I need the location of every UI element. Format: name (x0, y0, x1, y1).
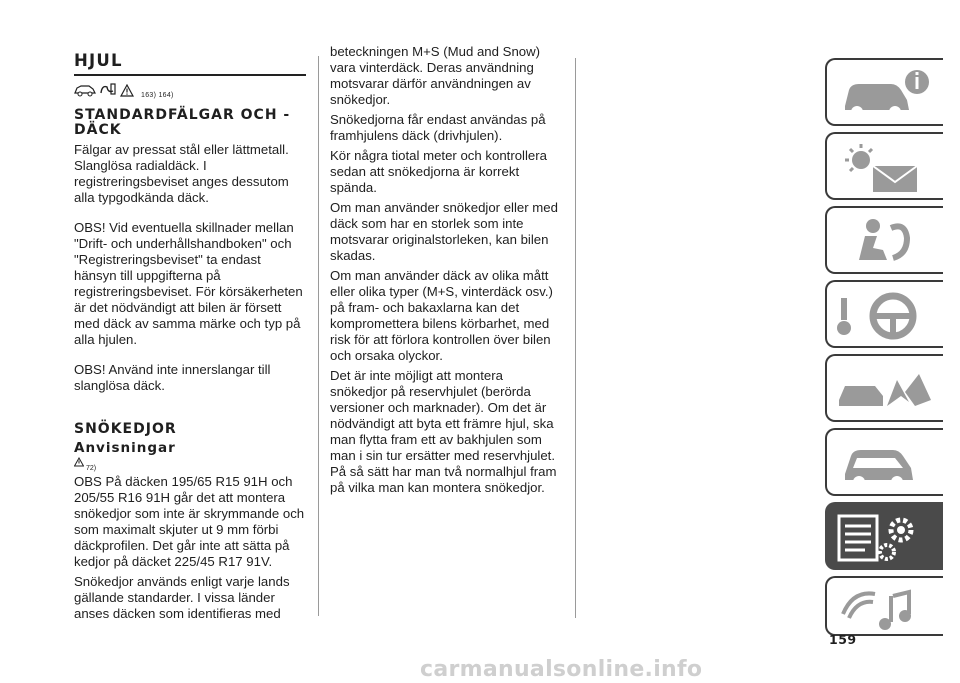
paragraph: Om man använder snökedjor eller med däck som har en storlek som inte motsvarar originalstorleken, kan bilen skadas. (330, 200, 558, 263)
car-wheel-icon (74, 81, 96, 102)
tab-dashboard-lights[interactable] (825, 132, 943, 200)
paragraph: Snökedjor används enligt varje lands gällande standarder. I vissa länder anses däcken som identifieras med (74, 573, 290, 621)
tab-steering-key[interactable] (825, 280, 943, 348)
car-service-icon (835, 436, 939, 492)
watermark: carmanualsonline.info (420, 657, 703, 682)
seat-airbag-icon (835, 214, 939, 270)
car-info-icon (835, 66, 939, 122)
paragraph: OBS På däcken 195/65 R15 91H och 205/55 R16 91H går det att montera snökedjor som inte är skrymmande och som maximalt skjuter ut 9 mm förbi däckprofilen. Det går inte att sätta på kedjor på däcket 225/45 R17 91V. (74, 473, 305, 569)
paragraph: Kör några tiotal meter och kontrollera sedan att snökedjorna är korrekt spända. (330, 148, 547, 195)
paragraph: Fälgar av pressat stål eller lättmetall. Slanglösa radialdäck. I registreringsbeviset anges dessutom alla typgodkända däck. (74, 141, 289, 205)
specs-gear-icon (835, 510, 939, 566)
warning-triangle-icon (120, 84, 134, 102)
icon-line (74, 82, 306, 102)
paragraph: beteckningen M+S (Mud and Snow) vara vinterdäck. Deras användning motsvarar därför användningen av snökedjor. (330, 44, 541, 107)
paragraph: Snökedjorna får endast användas på framhjulens däck (drivhjulen). (330, 112, 546, 143)
title-rule (74, 74, 306, 76)
steering-key-icon (835, 288, 939, 344)
tab-specs[interactable] (825, 502, 943, 570)
right-column (330, 44, 562, 496)
paragraph: OBS! Använd inte innerslangar till slanglösa däck. (74, 361, 271, 393)
column-divider (575, 58, 576, 618)
instructions-title: Anvisningar (74, 439, 176, 456)
section-title: HJUL (74, 51, 123, 70)
small-warning-icon (74, 454, 84, 472)
paragraph: OBS! Vid eventuella skillnader mellan "Drift- och underhållshandboken" och "Registreringsbeviset" ta endast hänsyn till uppgifterna på registreringsbeviset. För körsäkerheten är det nödvändigt att bilen är försett med däck av samma märke och typ på alla hjulen. (74, 219, 303, 347)
tab-media[interactable] (825, 576, 943, 636)
snow-chains-title: SNÖKEDJOR (74, 420, 177, 437)
car-accident-icon (835, 362, 939, 418)
tab-seat-airbag[interactable] (825, 206, 943, 274)
subsection-title: STANDARDFÄLGAR OCH -DÄCK (74, 106, 291, 138)
paragraph: Det är inte möjligt att montera snökedjor på reservhjulet (berörda versioner och marknader). Om det är nödvändigt att byta ett främre hjul, ska man flytta fram ett av bakhjulen som man i sin tur ersätter med reservhjulet. På så sätt har man två normalhjul fram på vilka man kan montera snökedjor. (330, 368, 557, 495)
tab-car-info[interactable] (825, 58, 943, 126)
paragraph: Om man använder däck av olika mått eller olika typer (M+S, vinterdäck osv.) på fram- och bakaxlarna kan det komprometterа bilens körbarhet, med risk för att förlora kontrollen över bilen och orsaka olyckor. (330, 268, 553, 363)
warning-refs: 163) 164) (141, 91, 174, 99)
column-divider (318, 56, 319, 616)
warning-note (74, 458, 306, 472)
tab-car-service[interactable] (825, 428, 943, 496)
page-number: 159 (829, 632, 857, 647)
left-column (74, 52, 306, 622)
dashboard-lights-icon (835, 140, 939, 196)
media-icon (835, 584, 939, 636)
warning-ref: 72) (86, 464, 97, 472)
electric-icon (99, 81, 117, 102)
tab-car-accident[interactable] (825, 354, 943, 422)
